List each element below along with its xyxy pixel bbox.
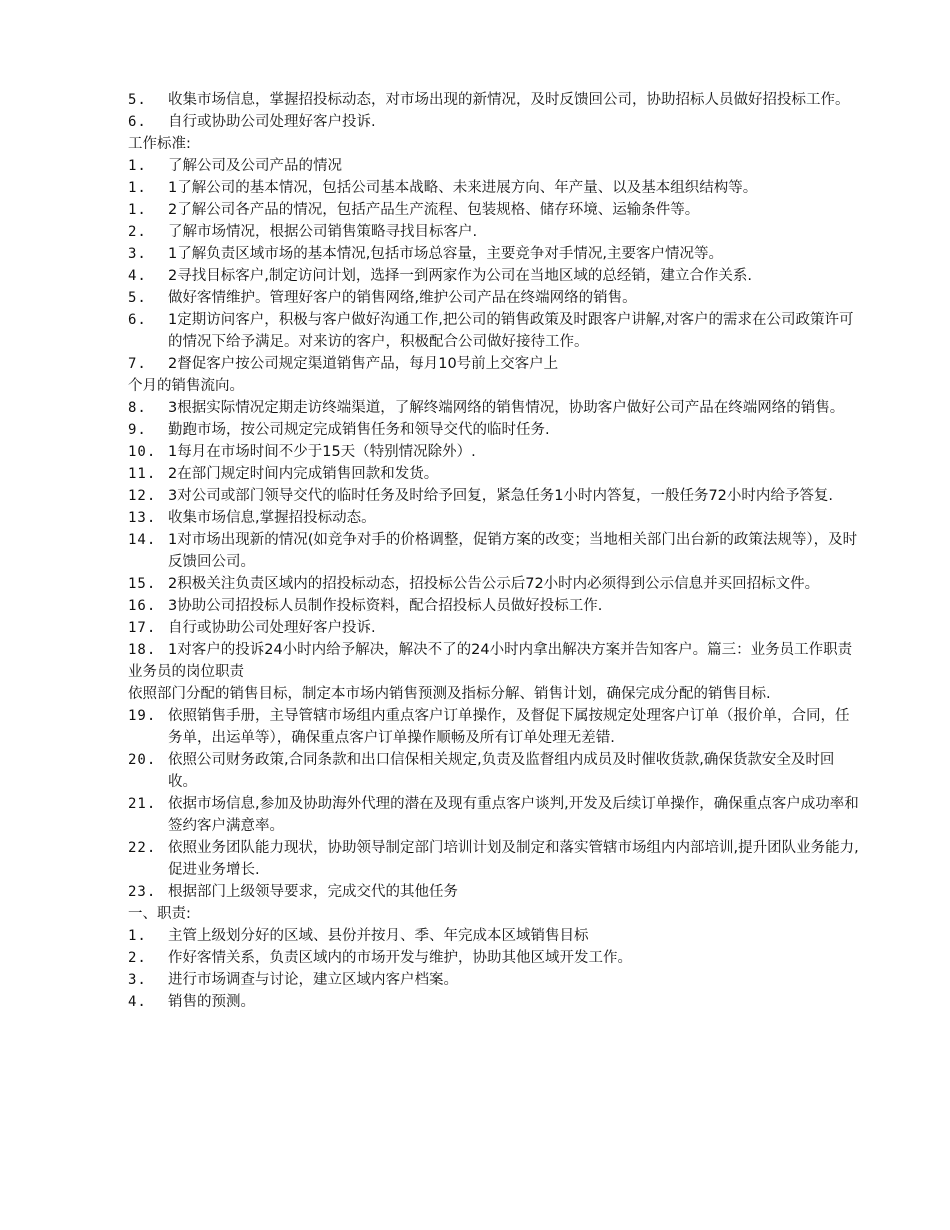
list-item bbox=[128, 793, 860, 837]
item-text: 作好客情关系，负责区域内的市场开发与维护，协助其他区域开发工作。 bbox=[168, 950, 632, 966]
item-text: 2在部门规定时间内完成销售回款和发货。 bbox=[168, 466, 439, 482]
item-number: 20. bbox=[128, 752, 157, 768]
item-text: 进行市场调查与讨论，建立区域内客户档案。 bbox=[168, 972, 458, 988]
item-text: 3协助公司招投标人员制作投标资料，配合招投标人员做好投标工作. bbox=[168, 598, 603, 614]
item-number: 14. bbox=[128, 532, 157, 548]
list-item bbox=[128, 199, 860, 221]
heading-text: 业务员的岗位职责 bbox=[128, 664, 244, 680]
item-text: 自行或协助公司处理好客户投诉. bbox=[168, 114, 376, 130]
item-text: 1了解公司的基本情况，包括公司基本战略、未来进展方向、年产量、以及基本组织结构等。 bbox=[168, 180, 758, 196]
item-number: 16. bbox=[128, 598, 157, 614]
item-number: 17. bbox=[128, 620, 157, 636]
list-item bbox=[128, 441, 860, 463]
item-number: 2. bbox=[128, 950, 147, 966]
item-number: 10. bbox=[128, 444, 157, 460]
item-number: 2. bbox=[128, 224, 147, 240]
list-item bbox=[128, 837, 860, 881]
item-number: 21. bbox=[128, 796, 157, 812]
list-item bbox=[128, 617, 860, 639]
list-item bbox=[128, 265, 860, 287]
item-number: 15. bbox=[128, 576, 157, 592]
item-number: 22. bbox=[128, 840, 157, 856]
item-text: 做好客情维护。管理好客户的销售网络,维护公司产品在终端网络的销售。 bbox=[168, 290, 637, 306]
list-item bbox=[128, 419, 860, 441]
item-number: 8. bbox=[128, 400, 147, 416]
continuation-line bbox=[128, 375, 860, 397]
paragraph bbox=[128, 683, 860, 705]
list-item bbox=[128, 749, 860, 793]
paragraph-text: 依照部门分配的销售目标，制定本市场内销售预测及指标分解、销售计划，确保完成分配的销售目标. bbox=[128, 686, 771, 702]
list-item bbox=[128, 155, 860, 177]
item-number: 6. bbox=[128, 114, 147, 130]
list-item bbox=[128, 221, 860, 243]
item-text: 1对市场出现新的情况(如竞争对手的价格调整，促销方案的改变；当地相关部门出台新的政策法规等），及时反馈回公司。 bbox=[168, 532, 858, 570]
item-text: 根据部门上级领导要求，完成交代的其他任务 bbox=[168, 884, 458, 900]
item-text: 2了解公司各产品的情况，包括产品生产流程、包装规格、储存环境、运输条件等。 bbox=[168, 202, 700, 218]
item-text: 1了解负责区域市场的基本情况,包括市场总容量，主要竞争对手情况,主要客户情况等。 bbox=[168, 246, 723, 262]
list-item bbox=[128, 925, 860, 947]
item-text: 了解市场情况，根据公司销售策略寻找目标客户. bbox=[168, 224, 478, 240]
item-text: 主管上级划分好的区域、县份并按月、季、年完成本区域销售目标 bbox=[168, 928, 589, 944]
item-number: 4. bbox=[128, 268, 147, 284]
list-item bbox=[128, 353, 860, 375]
item-text: 依照业务团队能力现状，协助领导制定部门培训计划及制定和落实管辖市场组内内部培训,提升团队业务能力,促进业务增长. bbox=[168, 840, 859, 878]
item-number: 1. bbox=[128, 202, 147, 218]
item-number: 1. bbox=[128, 180, 147, 196]
list-item bbox=[128, 705, 860, 749]
item-text: 自行或协助公司处理好客户投诉. bbox=[168, 620, 376, 636]
continuation-text: 个月的销售流向。 bbox=[128, 378, 244, 394]
item-number: 3. bbox=[128, 972, 147, 988]
item-number: 5. bbox=[128, 290, 147, 306]
heading-text: 一、职责: bbox=[128, 906, 191, 922]
item-number: 18. bbox=[128, 642, 157, 658]
item-text: 1每月在市场时间不少于15天（特别情况除外）. bbox=[168, 444, 476, 460]
item-text: 收集市场信息,掌握招投标动态。 bbox=[168, 510, 376, 526]
list-item bbox=[128, 991, 860, 1013]
item-text: 收集市场信息，掌握招投标动态，对市场出现的新情况，及时反馈回公司，协助招标人员做好招投标工作。 bbox=[168, 92, 850, 108]
item-number: 4. bbox=[128, 994, 147, 1010]
list-item bbox=[128, 463, 860, 485]
list-item bbox=[128, 881, 860, 903]
heading-text: 工作标准: bbox=[128, 136, 191, 152]
list-item bbox=[128, 243, 860, 265]
list-item bbox=[128, 89, 860, 111]
list-item bbox=[128, 397, 860, 419]
item-number: 23. bbox=[128, 884, 157, 900]
list-item bbox=[128, 529, 860, 573]
item-text: 1对客户的投诉24小时内给予解决，解决不了的24小时内拿出解决方案并告知客户。篇三：业务员工作职责 bbox=[168, 642, 853, 658]
item-text: 2寻找目标客户,制定访问计划，选择一到两家作为公司在当地区域的总经销，建立合作关系. bbox=[168, 268, 752, 284]
list-item bbox=[128, 111, 860, 133]
item-text: 依据市场信息,参加及协助海外代理的潜在及现有重点客户谈判,开发及后续订单操作，确保重点客户成功率和签约客户满意率。 bbox=[168, 796, 859, 834]
item-text: 了解公司及公司产品的情况 bbox=[168, 158, 342, 174]
list-item bbox=[128, 485, 860, 507]
item-text: 2督促客户按公司规定渠道销售产品，每月10号前上交客户上 bbox=[168, 356, 559, 372]
list-item bbox=[128, 309, 860, 353]
item-text: 2积极关注负责区域内的招投标动态，招投标公告公示后72小时内必须得到公示信息并买回招标文件。 bbox=[168, 576, 820, 592]
list-item bbox=[128, 969, 860, 991]
list-item bbox=[128, 507, 860, 529]
list-item bbox=[128, 287, 860, 309]
item-text: 依照销售手册，主导管辖市场组内重点客户订单操作，及督促下属按规定处理客户订单（报价单，合同，任务单，出运单等），确保重点客户订单操作顺畅及所有订单处理无差错. bbox=[168, 708, 850, 746]
item-number: 7. bbox=[128, 356, 147, 372]
list-item bbox=[128, 947, 860, 969]
item-number: 12. bbox=[128, 488, 157, 504]
list-item bbox=[128, 177, 860, 199]
item-number: 5. bbox=[128, 92, 147, 108]
item-text: 勤跑市场，按公司规定完成销售任务和领导交代的临时任务. bbox=[168, 422, 550, 438]
item-number: 11. bbox=[128, 466, 157, 482]
item-number: 3. bbox=[128, 246, 147, 262]
item-text: 3对公司或部门领导交代的临时任务及时给予回复，紧急任务1小时内答复，一般任务72小时内给予答复. bbox=[168, 488, 834, 504]
document-body bbox=[128, 89, 860, 1013]
item-text: 依照公司财务政策,合同条款和出口信保相关规定,负责及监督组内成员及时催收货款,确保货款安全及时回收。 bbox=[168, 752, 835, 790]
list-item bbox=[128, 573, 860, 595]
section-heading bbox=[128, 903, 860, 925]
item-text: 3根据实际情况定期走访终端渠道，了解终端网络的销售情况，协助客户做好公司产品在终端网络的销售。 bbox=[168, 400, 845, 416]
section-heading bbox=[128, 661, 860, 683]
item-number: 6. bbox=[128, 312, 147, 328]
item-number: 1. bbox=[128, 928, 147, 944]
item-number: 1. bbox=[128, 158, 147, 174]
item-number: 13. bbox=[128, 510, 157, 526]
list-item bbox=[128, 639, 860, 661]
list-item bbox=[128, 595, 860, 617]
item-number: 9. bbox=[128, 422, 147, 438]
item-text: 1定期访问客户，积极与客户做好沟通工作,把公司的销售政策及时跟客户讲解,对客户的需求在公司政策许可的情况下给予满足。对来访的客户，积极配合公司做好接待工作。 bbox=[168, 312, 854, 350]
item-number: 19. bbox=[128, 708, 157, 724]
item-text: 销售的预测。 bbox=[168, 994, 255, 1010]
section-heading bbox=[128, 133, 860, 155]
